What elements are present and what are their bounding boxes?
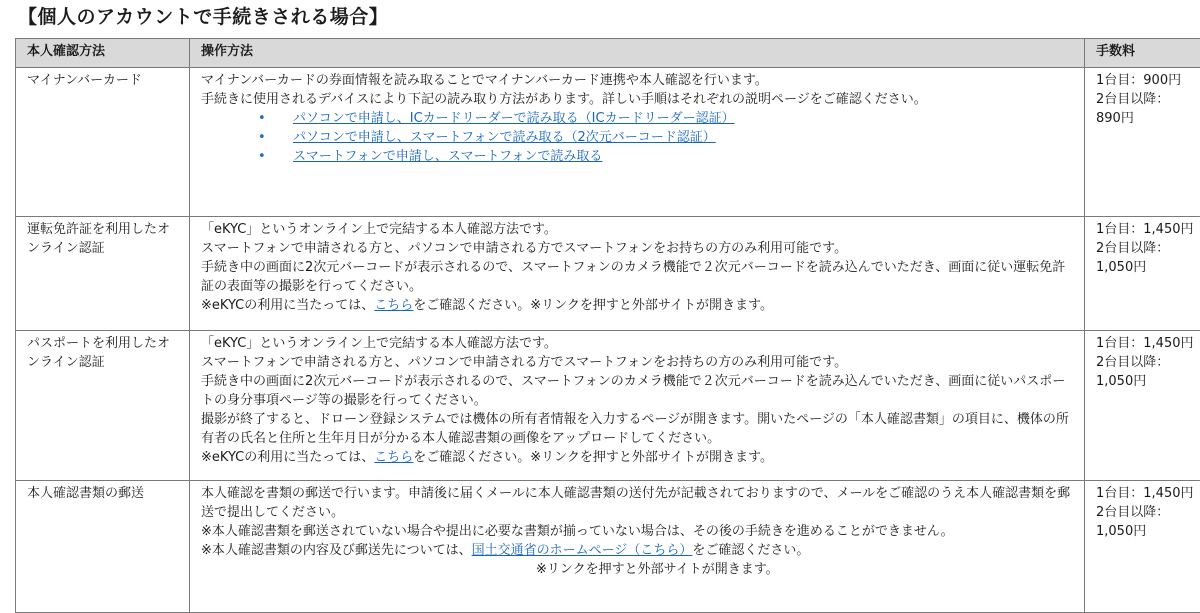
bullet-icon: • xyxy=(258,147,266,166)
fee-line: 2台目以降： xyxy=(1096,90,1200,109)
link-2d-barcode[interactable]: パソコンで申請し、スマートフォンで読み取る（2次元バーコード認証） xyxy=(293,130,716,145)
operation-cell xyxy=(190,481,1085,613)
page-title: 【個人のアカウントで手続きされる場合】 xyxy=(18,4,388,30)
fee-line: 890円 xyxy=(1096,109,1200,128)
operation-text: 本人確認を書類の郵送で行います。申請後に届くメールに本人確認書類の送付先が記載されておりますので、メールをご確認のうえ本人確認書類を郵送で提出してください。 xyxy=(201,484,1076,522)
external-site-note: ※リンクを押すと外部サイトが開きます。 xyxy=(201,560,1076,579)
method-cell: パスポートを利用したオンライン認証 xyxy=(16,331,190,481)
operation-cell xyxy=(190,217,1085,331)
ekyc-note xyxy=(201,448,1076,467)
operation-text: 「eKYC」というオンライン上で完結する本人確認方法です。 xyxy=(201,334,1076,353)
mlit-homepage-link[interactable]: 国土交通省のホームページ（こちら） xyxy=(472,543,693,558)
fee-cell xyxy=(1085,68,1200,217)
fee-line: 2台目以降： xyxy=(1096,503,1200,522)
ekyc-link[interactable]: こちら xyxy=(374,298,413,313)
bullet-icon: • xyxy=(258,109,266,128)
fee-line: 1台目：1,450円 xyxy=(1096,220,1200,239)
fee-line: 2台目以降： xyxy=(1096,239,1200,258)
operation-text: 撮影が終了すると、ドローン登録システムでは機体の所有者情報を入力するページが開きます。開いたページの「本人確認書類」の項目に、機体の所有者の氏名と住所と生年月日が分かる本人確認書類の画像をアップロードしてください。 xyxy=(201,410,1076,448)
note-prefix: ※eKYCの利用に当たっては、 xyxy=(201,298,374,313)
note-suffix: をご確認ください。 xyxy=(692,543,809,558)
fee-cell xyxy=(1085,331,1200,481)
fee-line: 1台目：1,450円 xyxy=(1096,334,1200,353)
operation-text: 手続きに使用されるデバイスにより下記の読み取り方法があります。詳しい手順はそれぞれの説明ページをご確認ください。 xyxy=(201,90,1076,109)
operation-text: スマートフォンで申請される方と、パソコンで申請される方でスマートフォンをお持ちの方のみ利用可能です。 xyxy=(201,239,1076,258)
fee-line: 1,050円 xyxy=(1096,372,1200,391)
fee-table xyxy=(15,38,1200,613)
note-suffix: をご確認ください。※リンクを押すと外部サイトが開きます。 xyxy=(413,298,773,313)
table-row-mail xyxy=(16,481,1200,613)
bullet-icon: • xyxy=(258,128,266,147)
ekyc-link[interactable]: こちら xyxy=(374,450,413,465)
operation-text: 「eKYC」というオンライン上で完結する本人確認方法です。 xyxy=(201,220,1076,239)
table-row-mynumber xyxy=(16,68,1200,217)
operation-cell xyxy=(190,331,1085,481)
operation-text: マイナンバーカードの券面情報を読み取ることでマイナンバーカード連携や本人確認を行います。 xyxy=(201,71,1076,90)
mail-note xyxy=(201,541,1076,560)
ekyc-note xyxy=(201,296,1076,315)
link-list xyxy=(201,109,1076,166)
method-cell: 本人確認書類の郵送 xyxy=(16,481,190,613)
header-method: 本人確認方法 xyxy=(16,39,190,68)
fee-line: 2台目以降： xyxy=(1096,353,1200,372)
operation-text: 手続き中の画面に2次元バーコードが表示されるので、スマートフォンのカメラ機能で２次元バーコードを読み込んでいただき、画面に従い運転免許証の表面等の撮影を行ってください。 xyxy=(201,258,1076,296)
fee-cell xyxy=(1085,217,1200,331)
operation-cell xyxy=(190,68,1085,217)
list-item xyxy=(201,109,1076,128)
link-smartphone[interactable]: スマートフォンで申請し、スマートフォンで読み取る xyxy=(293,149,602,164)
table-row-license xyxy=(16,217,1200,331)
operation-text: スマートフォンで申請される方と、パソコンで申請される方でスマートフォンをお持ちの方のみ利用可能です。 xyxy=(201,353,1076,372)
note-suffix: をご確認ください。※リンクを押すと外部サイトが開きます。 xyxy=(413,450,773,465)
header-operation: 操作方法 xyxy=(190,39,1085,68)
operation-text: ※本人確認書類を郵送されていない場合や提出に必要な書類が揃っていない場合は、その後の手続きを進めることができません。 xyxy=(201,522,1076,541)
fee-line: 1台目：1,450円 xyxy=(1096,484,1200,503)
fee-line: 1台目：900円 xyxy=(1096,71,1200,90)
link-ic-card-reader[interactable]: パソコンで申請し、ICカードリーダーで読み取る（ICカードリーダー認証） xyxy=(293,111,735,126)
list-item xyxy=(201,128,1076,147)
operation-text: 手続き中の画面に2次元バーコードが表示されるので、スマートフォンのカメラ機能で２次元バーコードを読み込んでいただき、画面に従いパスポートの身分事項ページ等の撮影を行ってください。 xyxy=(201,372,1076,410)
fee-line: 1,050円 xyxy=(1096,258,1200,277)
table-header-row xyxy=(16,39,1200,68)
fee-line: 1,050円 xyxy=(1096,522,1200,541)
table-row-passport xyxy=(16,331,1200,481)
note-prefix: ※eKYCの利用に当たっては、 xyxy=(201,450,374,465)
note-prefix: ※本人確認書類の内容及び郵送先については、 xyxy=(201,543,472,558)
method-cell: マイナンバーカード xyxy=(16,68,190,217)
method-cell: 運転免許証を利用したオンライン認証 xyxy=(16,217,190,331)
list-item xyxy=(201,147,1076,166)
header-fee: 手数料 xyxy=(1085,39,1200,68)
fee-cell xyxy=(1085,481,1200,613)
